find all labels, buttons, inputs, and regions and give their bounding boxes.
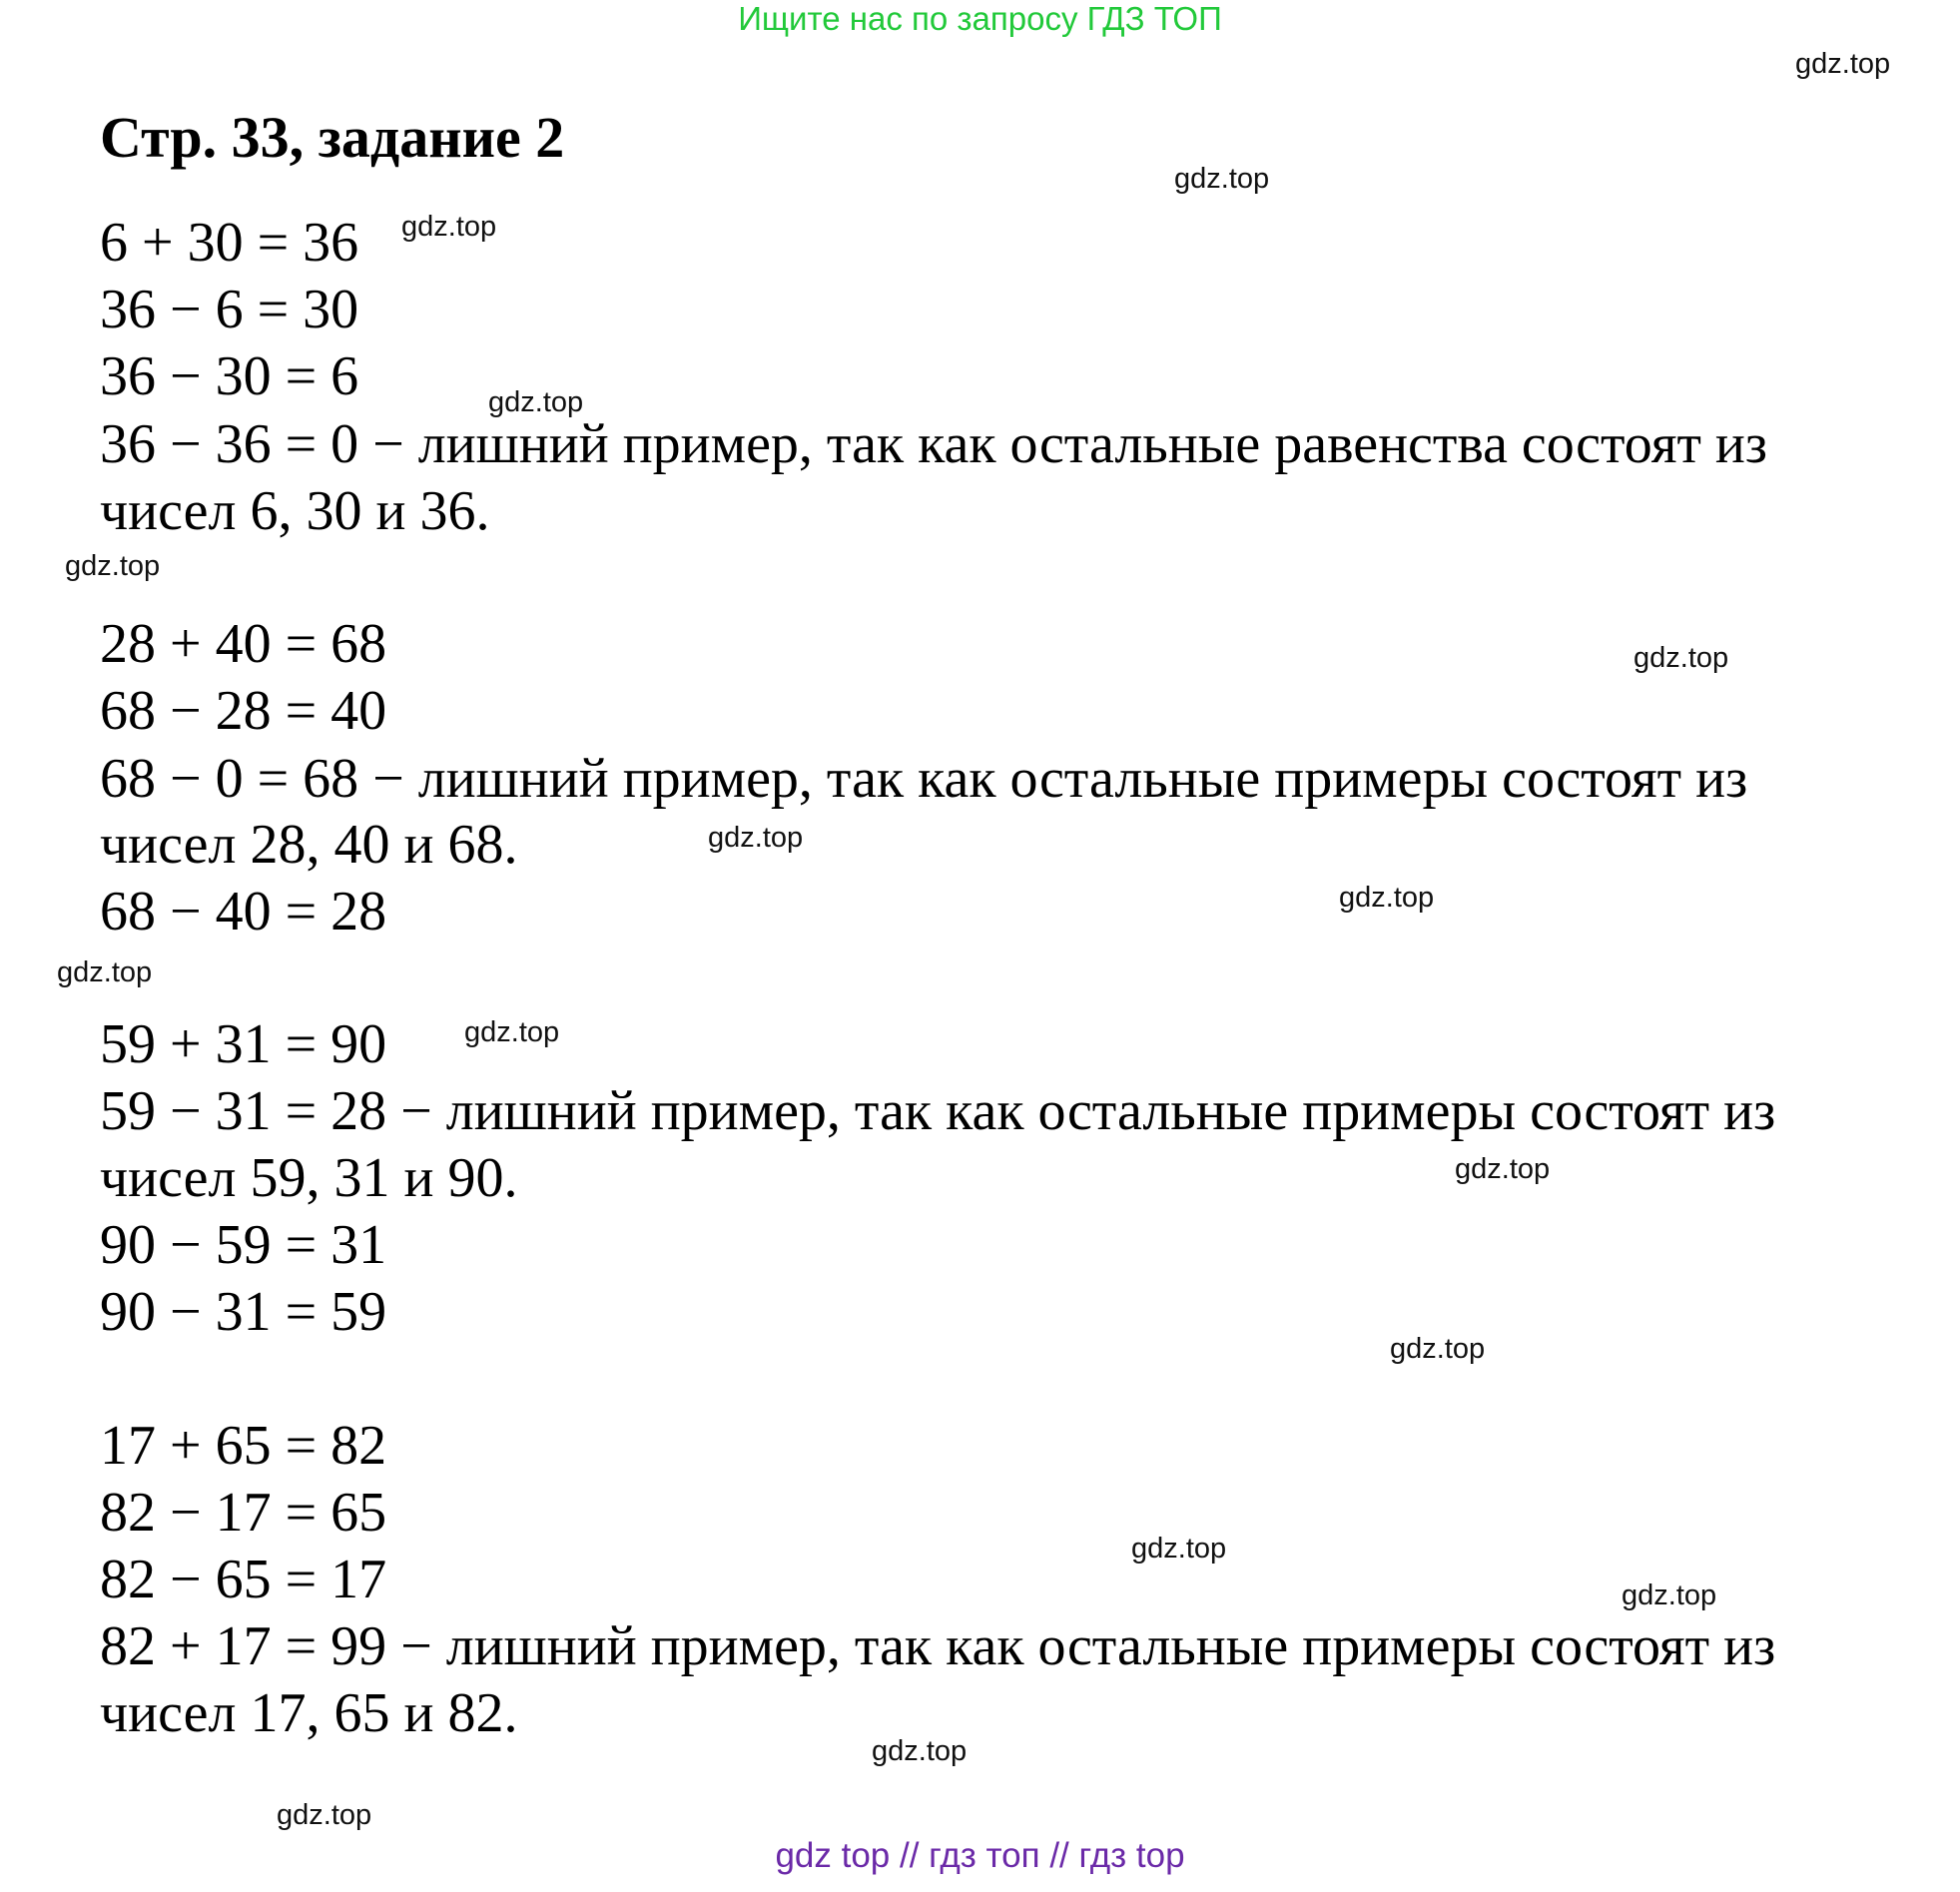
equation-line-12: 59 − 31 = 28 − лишний пример, так как остальные примеры состоят из (100, 1080, 1776, 1142)
watermark: gdz.top (464, 1016, 560, 1048)
equation-line-7: 68 − 28 = 40 (100, 680, 387, 742)
equation-line-11: 59 + 31 = 90 (100, 1013, 387, 1075)
equation-line-8: 68 − 0 = 68 − лишний пример, так как остальные примеры состоят из (100, 748, 1748, 810)
equation-line-20: чисел 17, 65 и 82. (100, 1682, 518, 1744)
watermark: gdz.top (872, 1735, 968, 1767)
watermark: gdz.top (1174, 163, 1270, 195)
watermark: gdz.top (488, 386, 584, 418)
search-banner: Ищите нас по запросу ГДЗ ТОП (738, 0, 1222, 37)
watermark: gdz.top (1390, 1333, 1486, 1365)
equation-line-10: 68 − 40 = 28 (100, 881, 387, 943)
watermark: gdz.top (57, 956, 153, 988)
equation-line-9: чисел 28, 40 и 68. (100, 814, 518, 876)
watermark: gdz.top (1622, 1579, 1717, 1611)
watermark: gdz.top (1339, 882, 1435, 914)
watermark: gdz.top (1795, 48, 1891, 80)
equation-line-5: чисел 6, 30 и 36. (100, 480, 490, 542)
equation-line-14: 90 − 59 = 31 (100, 1214, 387, 1276)
page-title: Стр. 33, задание 2 (100, 105, 565, 170)
watermark: gdz.top (1455, 1153, 1551, 1185)
watermark: gdz.top (708, 822, 804, 854)
watermark: gdz.top (65, 550, 161, 582)
footer-watermark: gdz top // гдз топ // гдз top (775, 1836, 1185, 1875)
equation-line-6: 28 + 40 = 68 (100, 613, 387, 675)
equation-line-15: 90 − 31 = 59 (100, 1281, 387, 1343)
equation-line-13: чисел 59, 31 и 90. (100, 1147, 518, 1209)
watermark: gdz.top (277, 1799, 372, 1831)
equation-line-1: 6 + 30 = 36 (100, 212, 359, 274)
equation-line-17: 82 − 17 = 65 (100, 1482, 387, 1544)
watermark: gdz.top (401, 211, 497, 243)
equation-line-16: 17 + 65 = 82 (100, 1415, 387, 1477)
equation-line-3: 36 − 30 = 6 (100, 345, 359, 407)
equation-line-19: 82 + 17 = 99 − лишний пример, так как остальные примеры состоят из (100, 1615, 1776, 1677)
watermark: gdz.top (1633, 642, 1729, 674)
equation-line-2: 36 − 6 = 30 (100, 279, 359, 340)
equation-line-4: 36 − 36 = 0 − лишний пример, так как остальные равенства состоят из (100, 413, 1768, 475)
watermark: gdz.top (1131, 1533, 1227, 1565)
equation-line-18: 82 − 65 = 17 (100, 1549, 387, 1610)
